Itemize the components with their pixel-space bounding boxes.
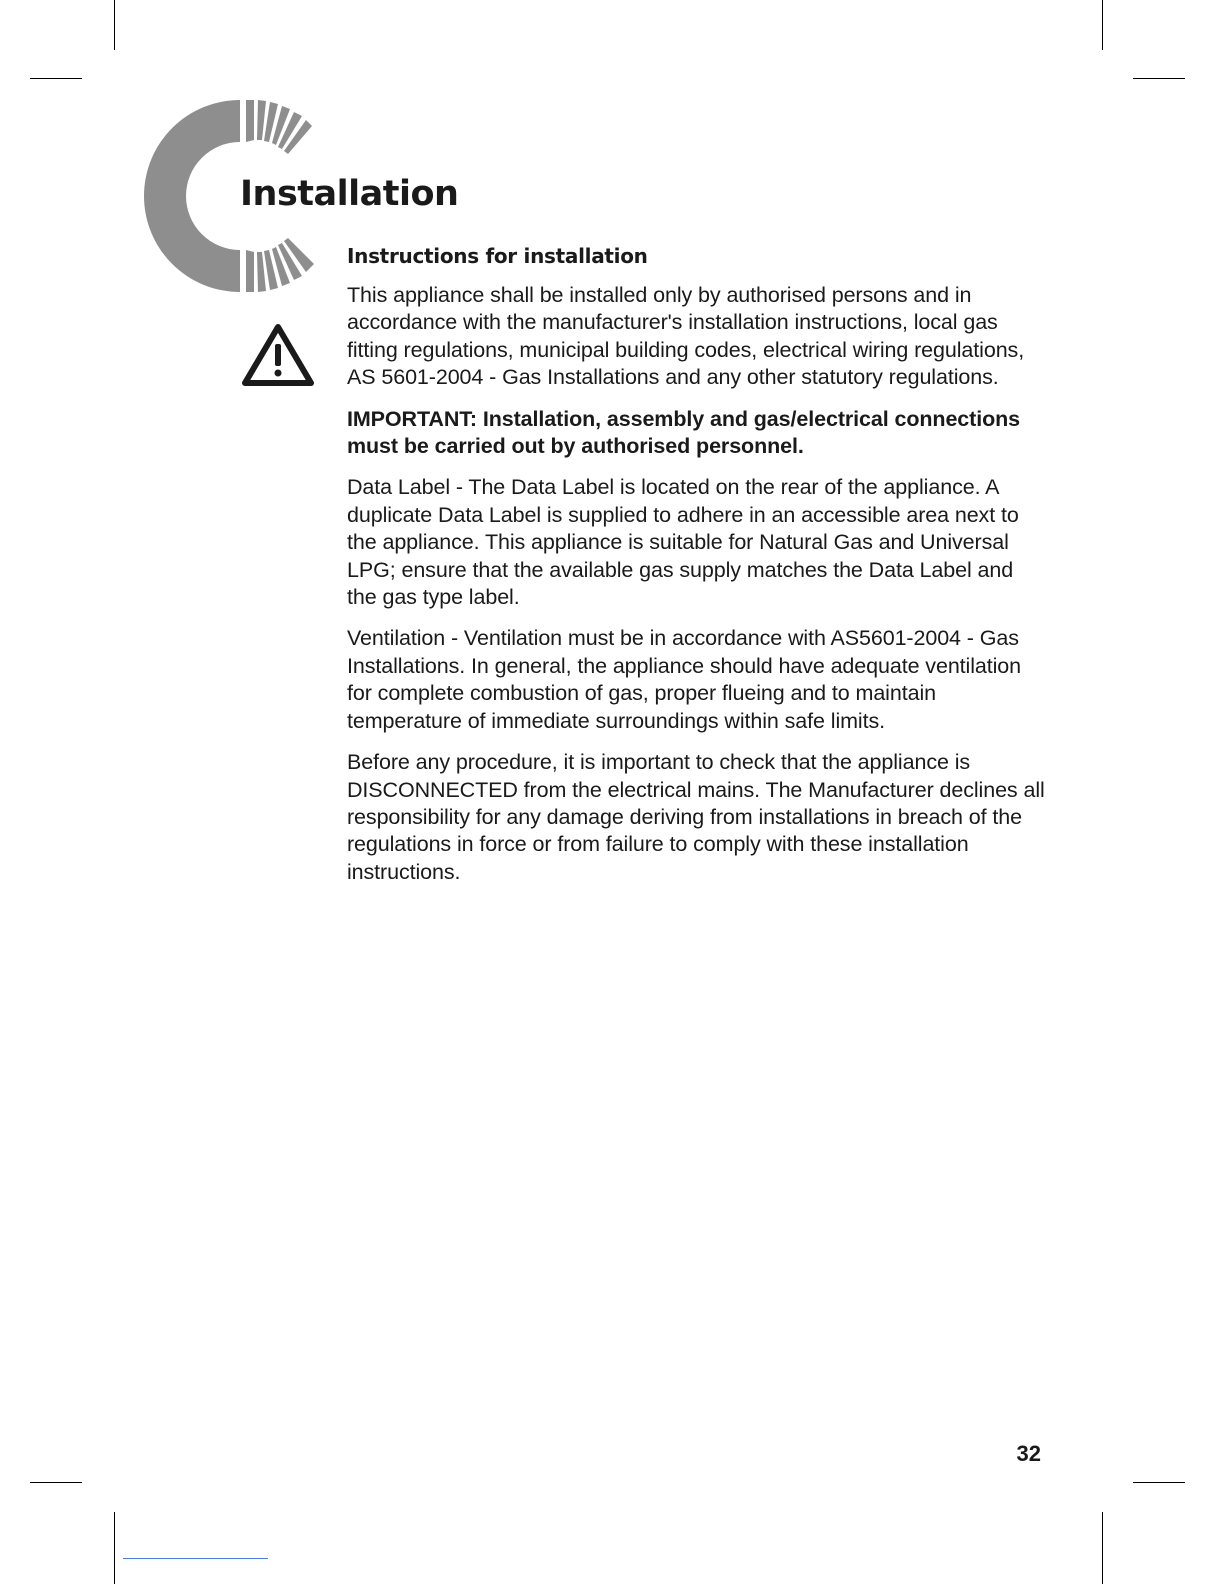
important-notice: IMPORTANT: Installation, assembly and gas/electrical connections must be carried out by authorised personnel.	[347, 406, 1021, 459]
crop-mark-top-right	[1102, 0, 1103, 50]
paragraph-data-label: Data Label - The Data Label is located on the rear of the appliance. A duplicate Data Label is supplied to adhere in an accessible area next to the appliance. This appliance is suitable for Natural Gas and Universal LPG; ensure that the available gas supply matches the Data Label and the gas type label.	[347, 475, 1019, 610]
crop-mark-bottom-right	[1102, 1512, 1103, 1584]
subheading: Instructions for installation	[347, 244, 648, 268]
crop-mark-top-left	[30, 78, 82, 79]
paragraph-ventilation: Ventilation - Ventilation must be in accordance with AS5601-2004 - Gas Installations. In general, the appliance should have adequate ventilation for complete combustion of gas, proper flueing and to maintain temperature of immediate surroundings within safe limits.	[347, 626, 1022, 733]
crop-mark-bottom-right	[1133, 1482, 1185, 1483]
footer-rule	[123, 1558, 268, 1559]
paragraph-authorised-install: This appliance shall be installed only by authorised persons and in accordance with the manufacturer's installation instructions, local gas fitting regulations, municipal building codes, electrical wiring regulations, AS 5601-2004 - Gas Installations and any other statutory regulations.	[347, 283, 1025, 390]
instructions-content	[347, 244, 1047, 900]
crop-mark-bottom-left	[114, 1512, 115, 1584]
paragraph-disconnect: Before any procedure, it is important to check that the appliance is DISCONNECTED from the electrical mains. The Manufacturer declines all responsibility for any damage deriving from installations in breach of the regulations in force or from failure to comply with these installation instructions.	[347, 750, 1045, 884]
page-number: 32	[1016, 1441, 1041, 1466]
crop-mark-top-left	[114, 0, 115, 50]
warning-triangle-icon	[241, 322, 315, 388]
crop-mark-top-right	[1133, 78, 1185, 79]
section-title: Installation	[240, 174, 459, 214]
crop-mark-bottom-left	[30, 1482, 82, 1483]
